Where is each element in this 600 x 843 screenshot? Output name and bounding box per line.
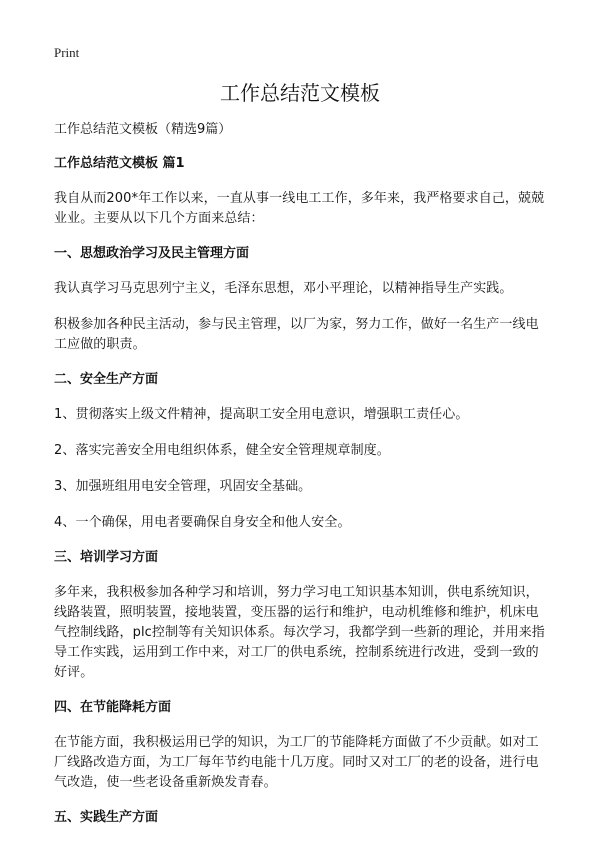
section-politics-paragraph-1: 我认真学习马克思列宁主义，毛泽东思想，邓小平理论，以精神指导生产实践。 xyxy=(54,281,513,296)
document-body xyxy=(54,121,548,843)
section-safety-item-3: 3、加强班组用电安全管理，巩固安全基础。 xyxy=(54,479,312,494)
section-politics-paragraph-2: 积极参加各种民主活动，参与民主管理，以厂为家，努力工作，做好一名生产一线电工应做的职责。 xyxy=(54,317,539,352)
document-subtitle: 工作总结范文模板（精选9篇） xyxy=(54,122,232,137)
section-energy-saving-paragraph: 在节能方面，我积极运用已学的知识，为工厂的节能降耗方面做了不少贡献。如对工厂线路改造方面，为工厂每年节约电能十几万度。同时又对工厂的老的设备，进行电气改造，使一些老设备重新焕发青春。 xyxy=(54,735,539,790)
section-heading-production-practice: 五、实践生产方面 xyxy=(54,810,159,825)
section-safety-item-4: 4、一个确保，用电者要确保自身安全和他人安全。 xyxy=(54,515,351,530)
page-title: 工作总结范文模板 xyxy=(220,81,380,105)
section-heading-politics: 一、思想政治学习及民主管理方面 xyxy=(54,246,250,261)
section-safety-item-1: 1、贯彻落实上级文件精神，提高职工安全用电意识，增强职工责任心。 xyxy=(54,407,469,422)
section-training-paragraph: 多年来，我积极参加各种学习和培训，努力学习电工知识基本知训，供电系统知识，线路装置，照明装置，接地装置，变压器的运行和维护，电动机维修和维护，机床电气控制线路，plc控制等有关知识体系。每次学习，我都学到一些新的理论，并用来指导工作实践，运用到工作中来，对工厂的供电系统，控制系统进行改进，受到一致的好评。 xyxy=(54,585,545,680)
article-title: 工作总结范文模板 篇1 xyxy=(54,156,185,171)
section-heading-training: 三、培训学习方面 xyxy=(54,550,159,565)
print-label: Print xyxy=(54,45,80,60)
section-safety-item-2: 2、落实完善安全用电组织体系，健全安全管理规章制度。 xyxy=(54,443,390,458)
intro-paragraph: 我自从而200*年工作以来，一直从事一线电工工作，多年来，我严格要求自己，兢兢业业。主要从以下几个方面来总结： xyxy=(54,191,545,226)
section-heading-energy-saving: 四、在节能降耗方面 xyxy=(54,700,172,715)
section-heading-safety: 二、安全生产方面 xyxy=(54,372,159,387)
